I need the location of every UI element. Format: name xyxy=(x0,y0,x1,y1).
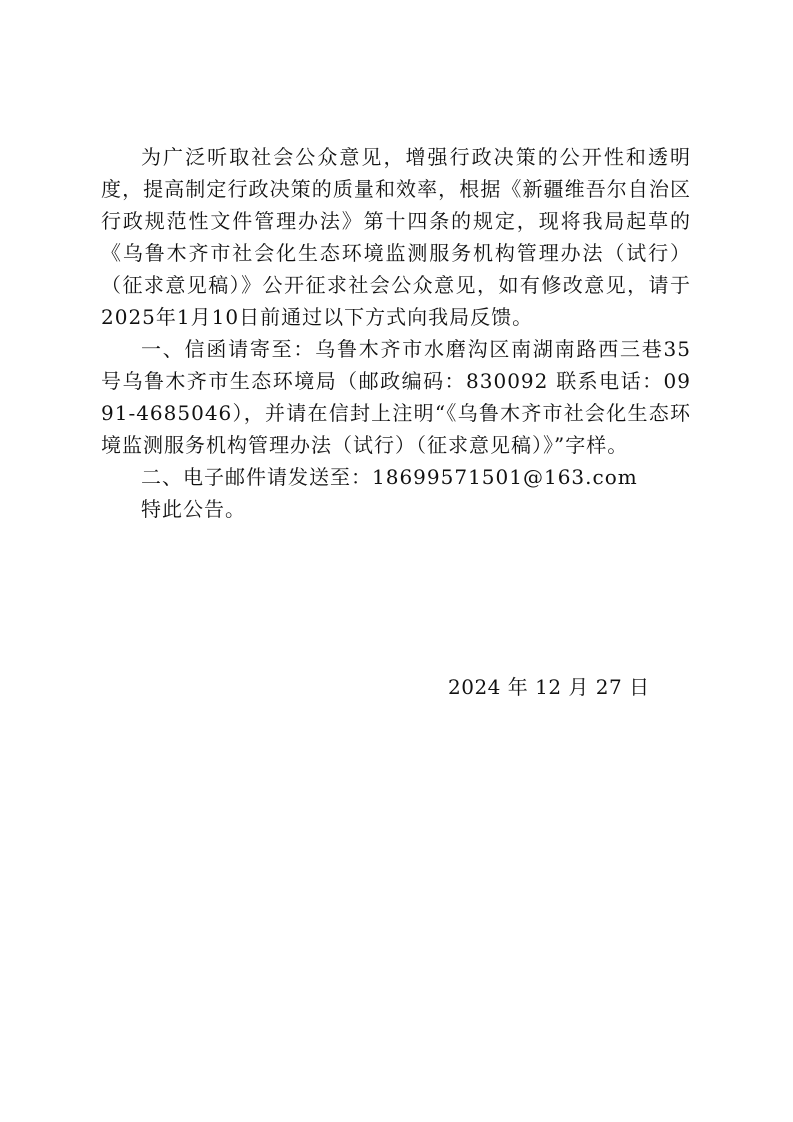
closing-paragraph: 特此公告。 xyxy=(141,497,246,521)
document-date: 2024 年 12 月 27 日 xyxy=(448,675,650,699)
email-instruction-paragraph: 二、电子邮件请发送至：18699571501@163.com xyxy=(141,465,638,489)
mail-instruction-paragraph: 一、信函请寄至：乌鲁木齐市水磨沟区南湖南路西三巷35号乌鲁木齐市生态环境局（邮政编码：830092 联系电话：0991-4685046），并请在信封上注明“《乌鲁木齐市社会化生态环境监测服务机构管理办法（试行）（征求意见稿）》”字样。 xyxy=(101,337,691,457)
document-body xyxy=(101,141,691,525)
intro-paragraph: 为广泛听取社会公众意见，增强行政决策的公开性和透明度，提高制定行政决策的质量和效率，根据《新疆维吾尔自治区行政规范性文件管理办法》第十四条的规定，现将我局起草的《乌鲁木齐市社会化生态环境监测服务机构管理办法（试行）（征求意见稿）》公开征求社会公众意见，如有修改意见，请于2025年1月10日前通过以下方式向我局反馈。 xyxy=(101,145,691,329)
